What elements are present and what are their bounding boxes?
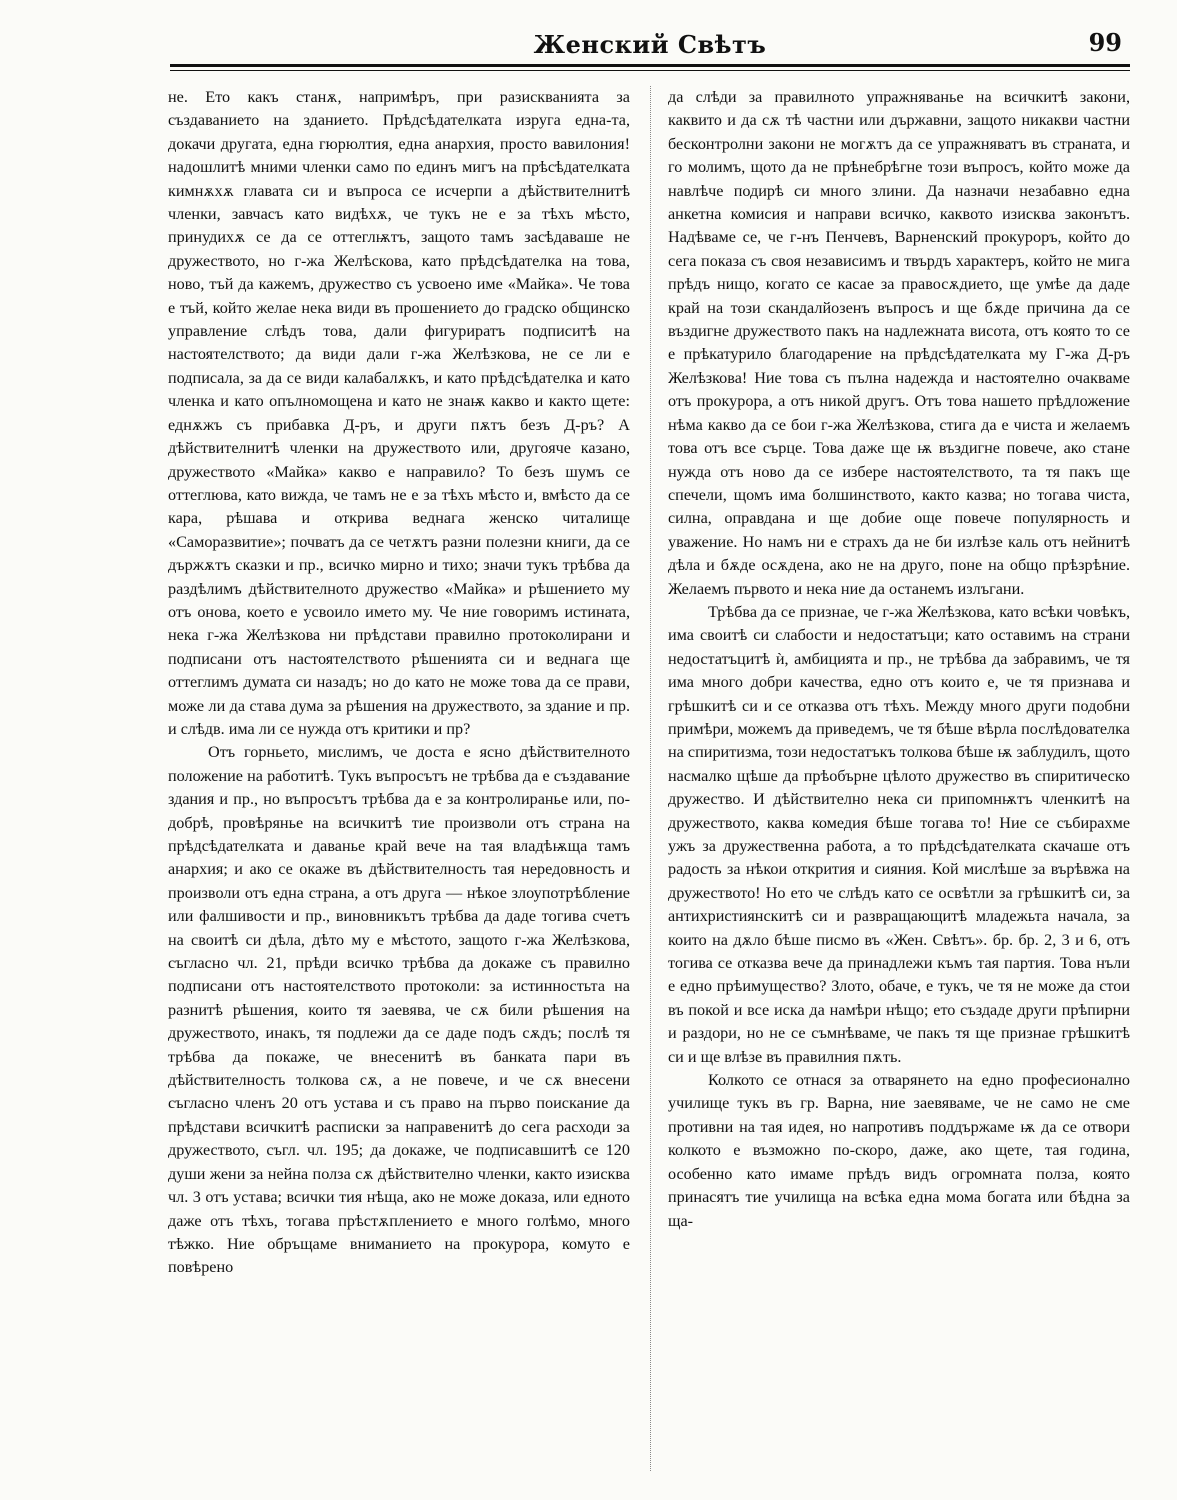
paragraph: да слѣди за правилното упражняванье на всичкитѣ закони, каквито и да сѫ тѣ частни или държавни, защото никакви частни бесконтролни закони не могѫтъ да се упражняватъ въ страната, и го молимъ, щото да не прѣнебрѣгне този въпросъ, който може да навлѣче подирѣ си много злини. Да назначи незабавно една анкетна комисия и направи всичко, каквото изисква законътъ. Надѣваме се, че г-нъ Пенчевъ, Варненский прокуроръ, който до сега показа съ своя независимъ и твърдъ характеръ, който не мига прѣдъ нищо, когато се касае за правосѫдието, ще умѣе да даде край на този скандалйозенъ въпросъ и ще бѫде причина да се въздигне дружеството пакъ на надлежната висота, отъ която то се е прѣкатурило благодарение на прѣдсѣдателката му Г-жа Д-ръ Желѣзкова! Ние това съ пълна надежда и настоятелно очакваме отъ прокурора, а отъ никой другъ. Отъ това нашето прѣдложение нѣма какво да се бои г-жа Желѣзкова, стига да е чиста и желаемъ това отъ все сърце. Това даже ще ѭ въздигне повече, ако стане нужда отъ ново да се избере настоятелството, та тя пакъ ще спечели, щомъ има болшинството, както казва; но тогава чиста, силна, оправдана и ще добие още повече популярность и уважение. Но намъ ни е страхъ да не би излѣзе каль отъ нейнитѣ дѣла и бѫде осѫдена, ако не на друго, поне на общо прѣзрѣние. Желаемъ първото и нека ние да останемъ излъгани.: [668, 88, 1130, 598]
page-number: 99: [1088, 28, 1122, 57]
paragraph: Колкото се отнася за отварянето на едно професионално училище тукъ въ гр. Варна, ние заевяваме, че не само не сме противни на тая идея, но напротивъ поддържаме ѭ да се отвори колкото е възможно по-скоро, даже, ако щете, тая година, особенно като имаме прѣдъ видъ огромната полза, която принасятъ тие училища на всѣка една мома богата или бѣдна за ща-: [668, 1071, 1130, 1230]
header-rule-thin: [170, 70, 1130, 71]
left-column: [168, 86, 630, 1280]
paragraph: не. Ето какъ станѫ, напримѣръ, при разискванията за създаванието на зданието. Прѣдсѣдателката изруга една-та, докачи другата, една гюрюлтия, една анархия, просто вавилония! надошлитѣ мними членки само по единъ мигъ на прѣсѣдателката кимнѫхѫ главата си и въпроса се исчерпи а дѣйствителнитѣ членки, завчасъ като видѣхѫ, че тукъ не е за тѣхъ мѣсто, принудихѫ се да се оттеглѭтъ, защото тамъ засѣдаваше не дружеството, но г-жа Желѣскова, като прѣдсѣдателка на това, ново, тъй да кажемъ, дружество съ усвоено име «Майка». Че това е тъй, който желае нека види въ прошението до градско общинско управление слѣдъ това, дали фигуриратъ подписитѣ на настоятелството; да види дали г-жа Желѣзкова, не се ли е подписала, за да се види калабалѫкъ, и като прѣдсѣдателка и като членка и като опълномощена и като не знаѭ какво и както щете: еднѫжъ съ прибавка Д-ръ, и други пѫтъ безъ Д-ръ? А дѣйствителнитѣ членки на дружеството или, другояче казано, дружеството «Майка» какво е направило? То безъ шумъ се оттеглюва, като вижда, че тамъ не е за тѣхъ мѣсто и, вмѣсто да се кара, рѣшава и открива веднага женско читалище «Саморазвитие»; почватъ да се четѫтъ разни полезни книги, да се държѫтъ сказки и пр., всичко мирно и тихо; значи тукъ трѣбва да раздѣлимъ дѣйствителното дружество «Майка» и рѣшението му отъ онова, което е усвоило името му. Че ние говоримъ истината, нека г-жа Желѣзкова ни прѣдстави правилно протоколирани и подписани отъ настоятелството рѣшенията си и веднага ще оттеглимъ думата си назадъ; но до като не може това да се прави, може ли да става дума за рѣшения на дружеството, за здание и пр. и слѣдв. има ли се нужда отъ критики и пр?: [168, 88, 630, 738]
column-divider: [650, 86, 652, 1471]
paragraph: Отъ горньето, мислимъ, че доста е ясно дѣйствителното положение на работитѣ. Тукъ въпросътъ не трѣбва да е създавание здания и пр., но въпросътъ трѣбва да е за контролиранье или, по-добрѣ, провѣрянье на всичкитѣ тие произволи отъ страна на прѣдсѣдателката и даванье край вече на тая владѣѭща тамъ анархия; и ако се окаже въ дѣйствителность тая нередовность и произволи отъ една страна, а отъ друга — нѣкое злоупотрѣбление или фалшивости и пр., виновникътъ трѣбва да даде тогива счетъ на своитѣ си дѣла, дѣто му е мѣстото, защото г-жа Желѣзкова, съгласно чл. 21, прѣди всичко трѣбва да докаже съ правилно подписани отъ настоятелството протоколи: за истинностьта на разнитѣ рѣшения, които тя заевява, че сѫ били рѣшения на дружеството, инакъ, тя подлежи да се даде подъ сѫдъ; послѣ тя трѣбва да покаже, че внесенитѣ въ банката пари въ дѣйствителность толкова сѫ, а не повече, и че сѫ внесени съгласно членъ 20 отъ устава и съ право на първо поискание да прѣдстави всичкитѣ расписки за направенитѣ до сега расходи за дружеството, съгл. чл. 195; да докаже, че подписавшитѣ се 120 души жени за нейна полза сѫ дѣйствително членки, както изисква чл. 3 отъ устава; всички тия нѣща, ако не може доказа, или едното даже отъ тѣхъ, тогава прѣстѫплението е много голѣмо, много тѣжко. Ние обръщаме вниманието на прокурора, комуто е повѣрено: [168, 743, 630, 1277]
paragraph: Трѣбва да се признае, че г-жа Желѣзкова, като всѣки човѣкъ, има своитѣ си слабости и недостатъци; като оставимъ на страни недостатъцитѣ ѝ, амбицията и пр., не трѣбва да забравимъ, че тя има много добри качества, едно отъ които е, че тя признава и грѣшкитѣ си и се отказва отъ тѣхъ. Между много други подобни примѣри, можемъ да приведемъ, че тя бѣше вѣрла послѣдователка на спиритизма, този недостатъкъ толкова бѣше ѭ заблудилъ, щото насмалко щѣше да прѣобърне цѣлото дружество въ спиритическо дружество. И дѣйствително нека си припомнѭтъ членкитѣ на дружеството, каква комедия бѣше тогава то! Ние се събирахме ужъ за дружественна работа, а то прѣдсѣдателката скачаше отъ радость за нѣкои открития и сияния. Кой мислѣше за върѣвжа на дружеството! Но ето че слѣдъ като се освѣтли за грѣшкитѣ си, за антихристиянскитѣ си и развращающитѣ младежьта начала, за които на дѫло бѣше писмо въ «Жен. Свѣтъ». бр. бр. 2, 3 и 6, отъ тогива се отказва вече да принадлежи къмъ тая партия. Това нъли е едно прѣимущество? Злото, обаче, е тукъ, че тя не може да стои въ покой и все иска да намѣри нѣщо; ето създаде други прѣпирни и раздори, но не се съмнѣваме, че пакъ тя ще признае грѣшкитѣ си и ще влѣзе въ правилния пѫть.: [668, 602, 1130, 1066]
right-column: [668, 86, 1130, 1233]
page-header: [170, 28, 1130, 64]
journal-title: Женский Свѣтъ: [533, 30, 767, 59]
header-rule-thick: [170, 64, 1130, 67]
